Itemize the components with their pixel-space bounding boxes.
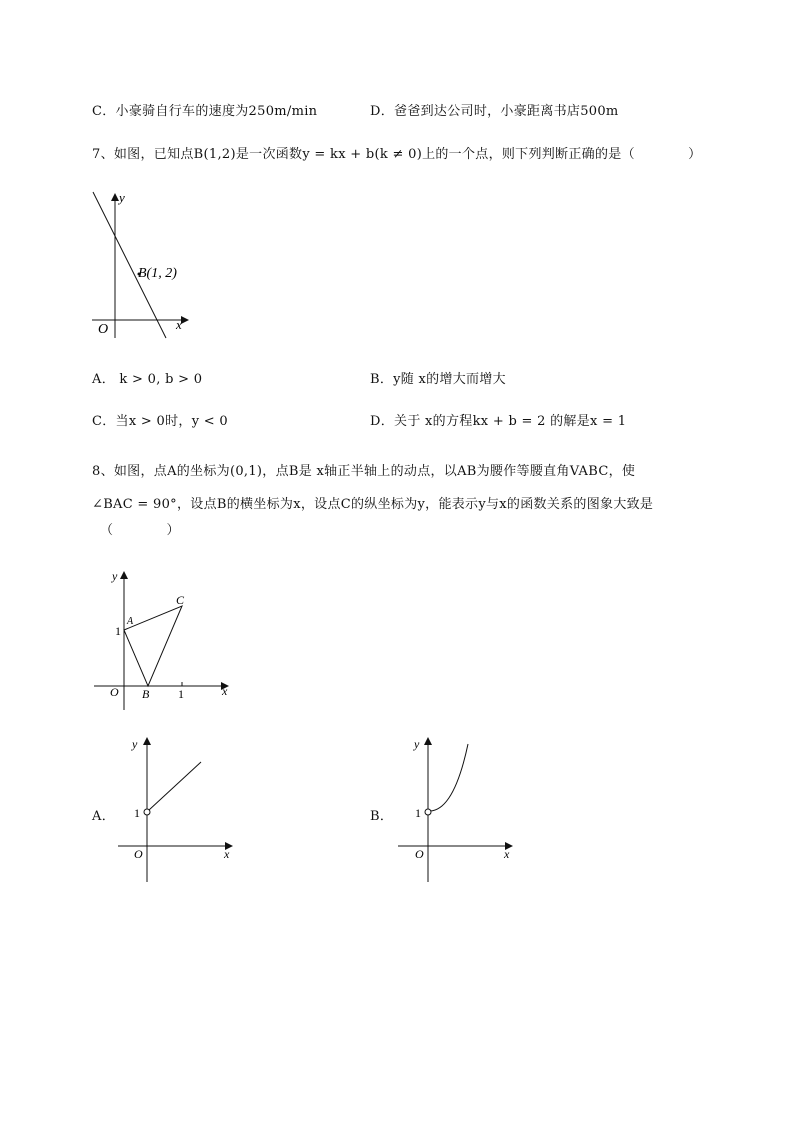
q8-option-a-graph — [112, 732, 242, 884]
x-axis-label: x — [176, 317, 182, 332]
y-axis-label: y — [414, 737, 420, 751]
y-tick-1-label: 1 — [115, 624, 121, 638]
graph-curve — [430, 744, 468, 811]
origin-label: O — [110, 685, 119, 699]
x-axis-label: x — [504, 847, 510, 861]
y-intercept-label: 1 — [134, 806, 140, 820]
q7-figure — [88, 188, 198, 340]
x-tick-1-label: 1 — [178, 687, 184, 701]
q8-figure — [90, 566, 240, 714]
graph-line — [149, 762, 201, 810]
point-b-label: B — [142, 687, 150, 701]
q7-option-a: A． k > 0, b > 0 — [92, 372, 203, 387]
q8-stem-line3: （ ） — [100, 523, 180, 538]
q6-option-c: C．小豪骑自行车的速度为250m/min — [92, 104, 318, 119]
q8-option-b-label: B． — [370, 809, 394, 824]
open-circle-marker — [425, 809, 431, 815]
y-intercept-label: 1 — [415, 806, 421, 820]
q7-option-b: B．y随 x的增大而增大 — [370, 372, 506, 387]
origin-label: O — [98, 322, 109, 337]
x-axis-label: x — [224, 847, 230, 861]
point-b-label: B(1, 2) — [138, 266, 177, 281]
y-axis-label: y — [132, 737, 138, 751]
q6-option-d: D．爸爸到达公司时，小豪距离书店500m — [370, 104, 619, 119]
open-circle-marker — [144, 809, 150, 815]
y-axis-label: y — [112, 569, 118, 583]
point-a-label: A — [127, 616, 134, 627]
y-axis-label: y — [119, 190, 125, 205]
q8-stem-line1: 8、如图，点A的坐标为(0,1)，点B是 x轴正半轴上的动点，以AB为腰作等腰直角VABC，使 — [92, 464, 636, 479]
origin-label: O — [415, 847, 424, 861]
q7-option-c: C．当x > 0时，y < 0 — [92, 414, 228, 429]
q8-stem-line2: ∠BAC = 90°，设点B的横坐标为x，设点C的纵坐标为y，能表示y与x的函数关系的图象大致是 — [92, 497, 654, 512]
x-axis-label: x — [222, 684, 228, 698]
origin-label: O — [134, 847, 143, 861]
q8-option-b-graph — [392, 732, 522, 884]
point-c-label: C — [176, 593, 185, 607]
q7-option-d: D．关于 x的方程kx + b = 2 的解是x = 1 — [370, 414, 627, 429]
q8-option-a-label: A． — [92, 809, 115, 824]
linear-function-line — [93, 192, 166, 338]
q7-stem: 7、如图，已知点B(1,2)是一次函数y = kx + b(k ≠ 0)上的一个点，则下列判断正确的是（ ） — [92, 147, 702, 162]
